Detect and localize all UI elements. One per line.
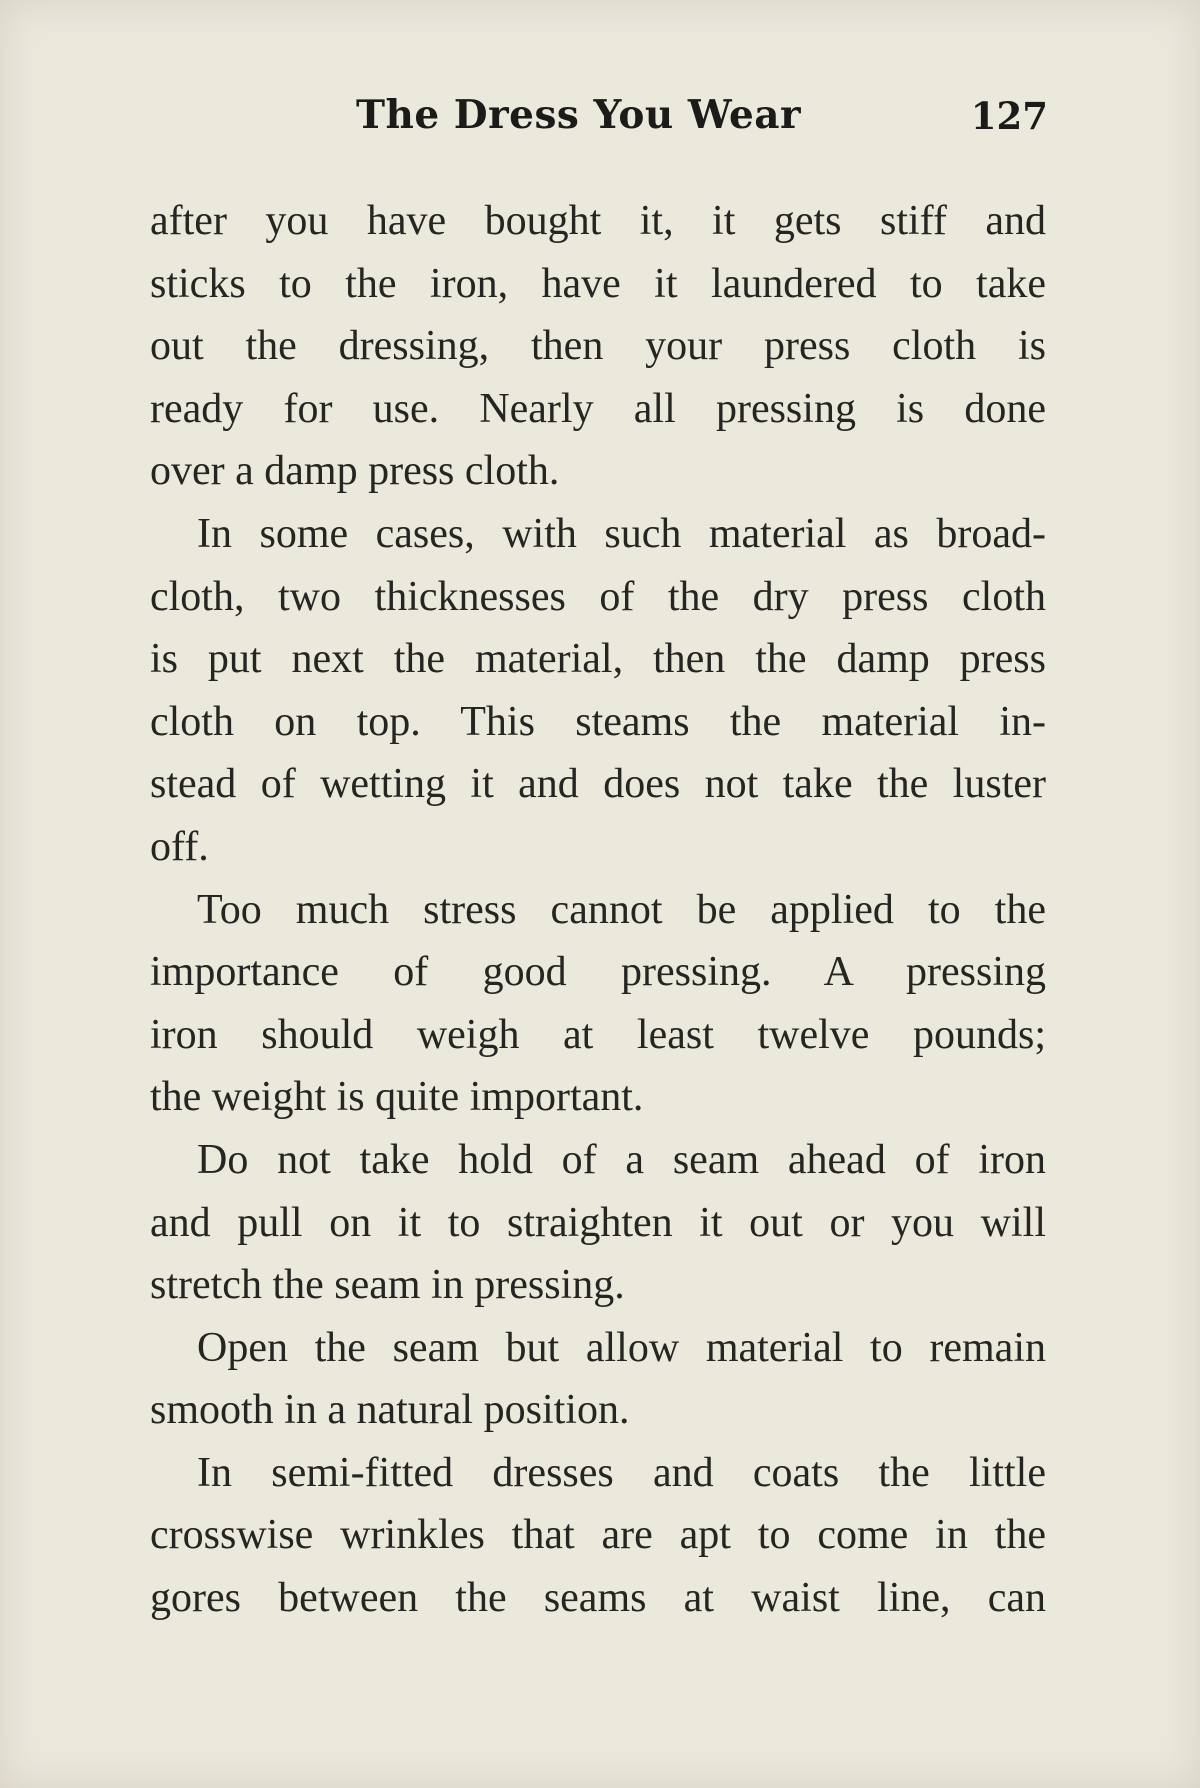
text-line: Do not take hold of a seam ahead of iron	[197, 1136, 1046, 1183]
text-line: after you have bought it, it gets stiff and	[150, 198, 1046, 244]
text-line: smooth in a natural position.	[150, 1387, 630, 1434]
page-number: 127	[970, 94, 1048, 138]
text-line: over a damp press cloth.	[150, 448, 560, 495]
text-line: and pull on it to straighten it out or you will	[150, 1199, 1046, 1246]
text-line: stretch the seam in pressing.	[150, 1262, 625, 1309]
text-line: out the dressing, then your press cloth is	[150, 323, 1046, 370]
text-line: Open the seam but allow material to remain	[197, 1324, 1046, 1371]
text-line: In some cases, with such material as broad-	[197, 510, 1046, 557]
text-line: off.	[150, 823, 209, 870]
text-line: is put next the material, then the damp press	[150, 636, 1046, 683]
text-line: sticks to the iron, have it laundered to take	[150, 260, 1046, 307]
text-line: In semi-fitted dresses and coats the little	[197, 1449, 1046, 1496]
text-line: Too much stress cannot be applied to the	[197, 886, 1046, 933]
text-line: the weight is quite important.	[150, 1074, 644, 1121]
text-line: importance of good pressing. A pressing	[150, 949, 1046, 996]
text-line: iron should weigh at least twelve pounds;	[150, 1011, 1046, 1058]
text-line: gores between the seams at waist line, can	[150, 1575, 1046, 1622]
text-line: cloth on top. This steams the material in-	[150, 698, 1046, 745]
running-head	[148, 92, 1048, 152]
body-text	[150, 190, 1046, 1630]
text-line: cloth, two thicknesses of the dry press cloth	[150, 573, 1046, 620]
text-line: stead of wetting it and does not take the luster	[150, 761, 1046, 808]
text-line: ready for use. Nearly all pressing is done	[150, 385, 1046, 432]
text-line: crosswise wrinkles that are apt to come in the	[150, 1512, 1046, 1559]
chapter-title: The Dress You Wear	[356, 92, 802, 138]
